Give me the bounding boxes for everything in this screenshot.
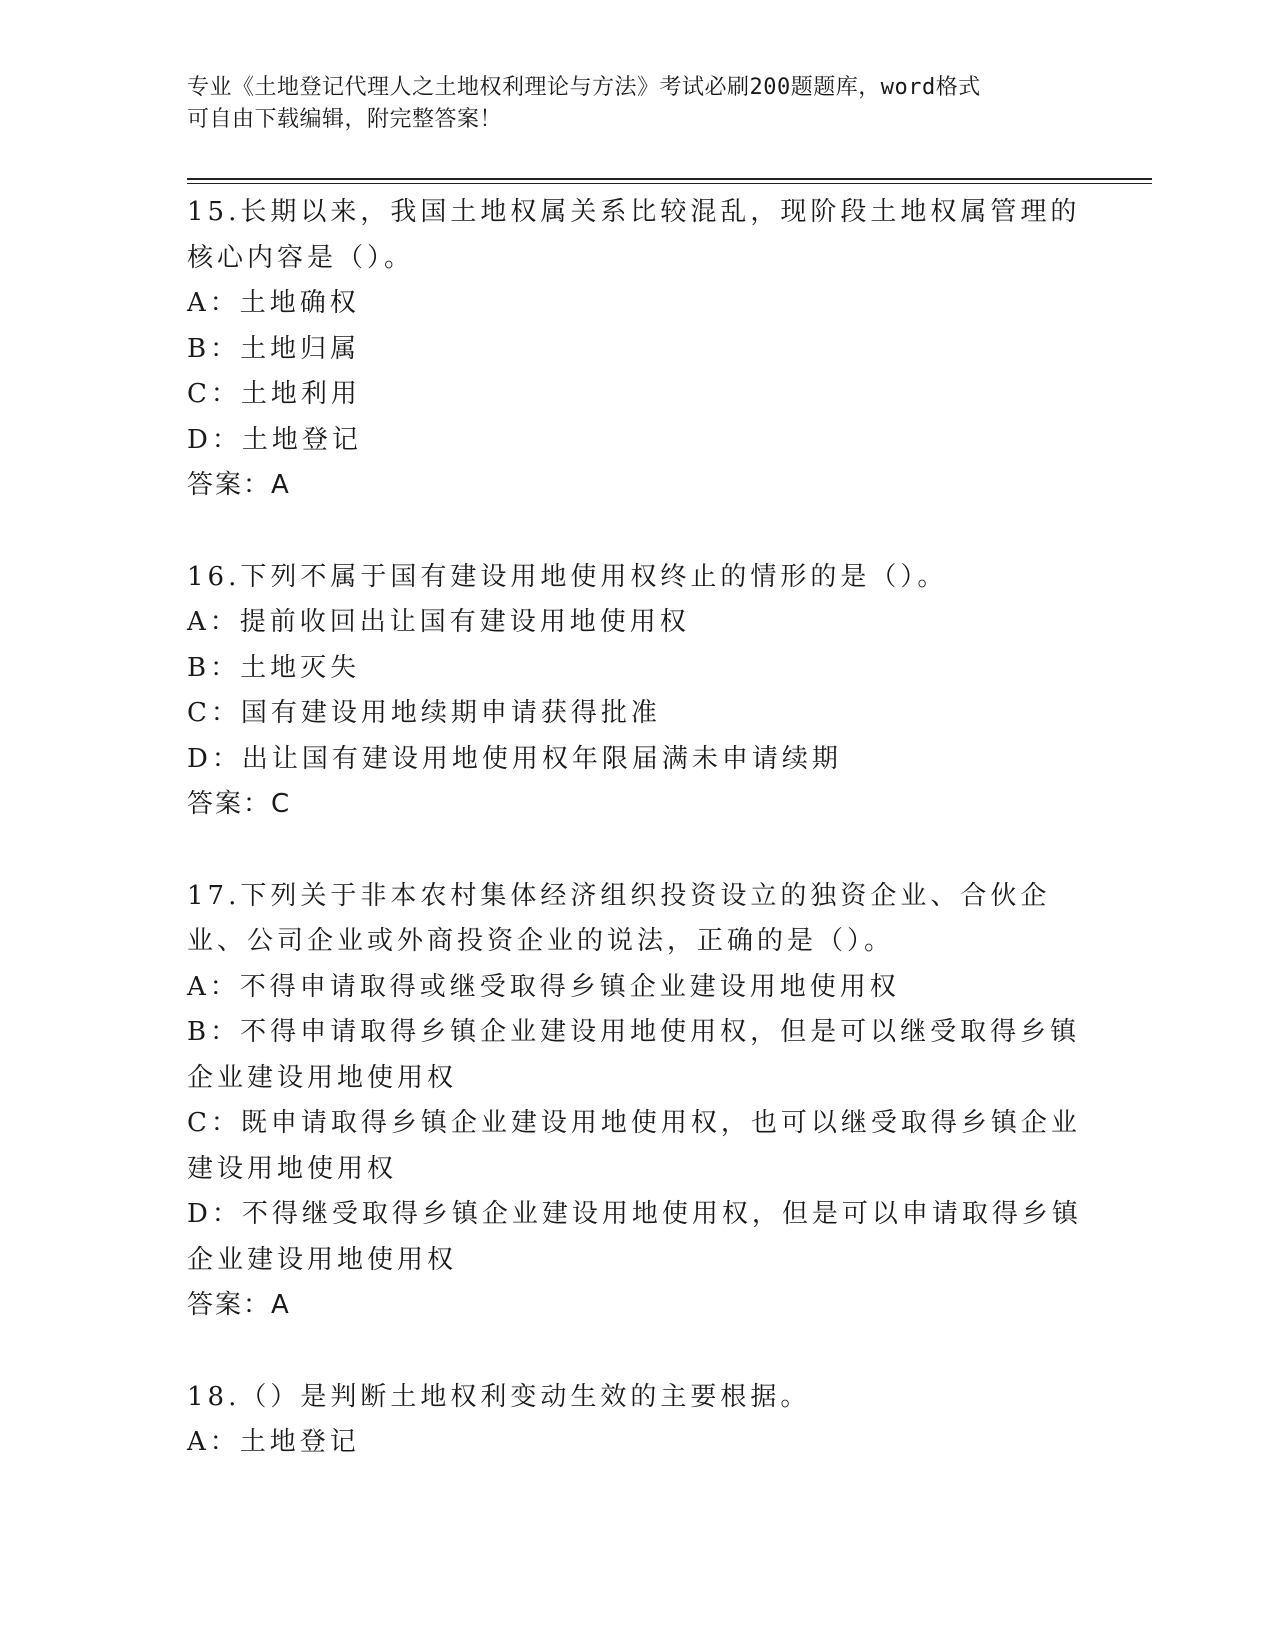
option-a: A：土地登记 xyxy=(187,1427,360,1457)
option-a: A：土地确权 xyxy=(187,288,360,318)
option-d: D：土地登记 xyxy=(187,424,362,455)
option-a: A：提前收回出让国有建设用地使用权 xyxy=(187,607,690,637)
option-b: B：土地灭失 xyxy=(187,652,361,683)
answer: 答案：C xyxy=(187,789,292,819)
option-b: B：不得申请取得乡镇企业建设用地使用权，但是可以继受取得乡镇企业建设用地使用权 xyxy=(187,1017,1081,1093)
question-16 xyxy=(187,555,1087,828)
header-line-2: 可自由下载编辑，附完整答案！ xyxy=(187,107,503,132)
header-divider-thick xyxy=(187,178,1152,180)
question-text: 17.下列关于非本农村集体经济组织投资设立的独资企业、合伙企业、公司企业或外商投资企业的说法，正确的是（）。 xyxy=(187,880,1051,956)
document-header xyxy=(187,72,1087,136)
option-d: D：出让国有建设用地使用权年限届满未申请续期 xyxy=(187,743,842,774)
option-c: C：既申请取得乡镇企业建设用地使用权，也可以继受取得乡镇企业建设用地使用权 xyxy=(187,1108,1081,1184)
option-b: B：土地归属 xyxy=(187,333,361,364)
answer: 答案：A xyxy=(187,470,291,500)
option-c: C：国有建设用地续期申请获得批准 xyxy=(187,698,661,728)
answer: 答案：A xyxy=(187,1290,291,1320)
header-divider-thin xyxy=(187,183,1152,184)
option-c: C：土地利用 xyxy=(187,379,361,409)
question-17 xyxy=(187,874,1087,1329)
option-a: A：不得申请取得或继受取得乡镇企业建设用地使用权 xyxy=(187,971,900,1002)
question-18 xyxy=(187,1375,1087,1466)
question-list xyxy=(187,190,1087,1512)
header-line-1: 专业《土地登记代理人之土地权利理论与方法》考试必刷200题题库，word格式 xyxy=(187,75,981,100)
question-text: 18.（）是判断土地权利变动生效的主要根据。 xyxy=(187,1381,811,1412)
option-d: D：不得继受取得乡镇企业建设用地使用权，但是可以申请取得乡镇企业建设用地使用权 xyxy=(187,1199,1082,1275)
question-text: 15.长期以来，我国土地权属关系比较混乱，现阶段土地权属管理的核心内容是（）。 xyxy=(187,197,1081,273)
question-text: 16.下列不属于国有建设用地使用权终止的情形的是（）。 xyxy=(187,561,948,592)
question-15 xyxy=(187,190,1087,509)
